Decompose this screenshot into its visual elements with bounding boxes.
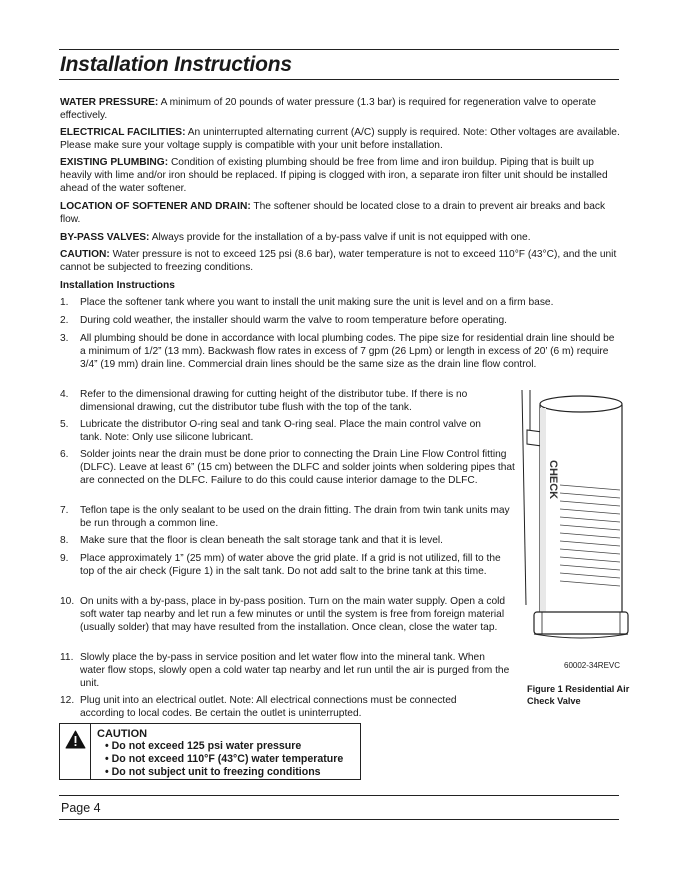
paragraph-text: A minimum of 20 pounds of water pressure (1.3 bar) is required for regeneration valve to operate effectively. (60, 97, 597, 121)
steps-heading: Installation Instructions (60, 280, 175, 291)
step-number: 10. (60, 596, 75, 607)
step-number: 2. (60, 315, 69, 326)
paragraph-caution (60, 249, 622, 275)
step-text: Slowly place the by-pass in service position and let water flow into the mineral tank. When water flow stops, slowly open a cold water tap nearby and let run until the air is purged from the unit. (80, 652, 510, 689)
warning-triangle-icon (65, 730, 86, 749)
step-text: Plug unit into an electrical outlet. Note: All electrical connections must be connected according to local codes. Be certain the outlet is uninterrupted. (80, 695, 457, 719)
paragraph-label: ELECTRICAL FACILITIES: (60, 127, 186, 138)
step-text: Place the softener tank where you want to install the unit making sure the unit is level and on a firm base. (80, 297, 554, 308)
step-text: Solder joints near the drain must be done prior to connecting the Drain Line Flow Control fitting (DLFC). Leave at least 6” (15 cm) between the DLFC and solder joints when soldering pipes that are connected on the DLFC. Failure to do this could cause interior damage to the DLFC. (80, 449, 515, 486)
step-8 (60, 535, 520, 549)
paragraph-electrical (60, 127, 622, 153)
step-text: On units with a by-pass, place in by-pass position. Turn on the main water supply. Open a cold soft water tap nearby and let run a few minutes or until the system is free from foreign material (usually solder) that may have resulted from the installation. Once clean, close the water tap. (80, 596, 506, 633)
step-10 (60, 596, 520, 648)
step-number: 11. (60, 652, 74, 663)
title-rule (59, 79, 619, 80)
step-number: 3. (60, 333, 69, 344)
step-text: Teflon tape is the only sealant to be used on the drain fitting. The drain from twin tank units may be run through a common line. (80, 505, 510, 529)
step-5 (60, 419, 520, 445)
step-6 (60, 449, 520, 501)
paragraph-location (60, 201, 622, 227)
figure-caption: Figure 1 Residential Air Check Valve (527, 684, 630, 706)
step-number: 8. (60, 535, 69, 546)
page-number: Page 4 (61, 801, 101, 815)
page-title: Installation Instructions (60, 53, 292, 76)
paragraph-label: EXISTING PLUMBING: (60, 157, 169, 168)
caution-divider (90, 724, 91, 779)
caution-line: • Do not subject unit to freezing conditions (105, 766, 321, 778)
caution-line: • Do not exceed 125 psi water pressure (105, 740, 302, 752)
caution-box (59, 723, 361, 780)
step-text: Make sure that the floor is clean beneath the salt storage tank and that it is level. (80, 535, 443, 546)
caution-title: CAUTION (97, 728, 148, 740)
air-check-valve-illustration (520, 390, 630, 655)
step-text: All plumbing should be done in accordance with local plumbing codes. The pipe size for residential drain line should be a minimum of 1/2” (13 mm). Backwash flow rates in excess of 7 gpm (26 Lpm) or length in excess of 20’ (6 m) require 3/4” (19 mm) drain line. Commercial drain lines should be the same size as the drain line flow control. (80, 333, 615, 370)
paragraph-label: LOCATION OF SOFTENER AND DRAIN: (60, 201, 251, 212)
footer-bottom-rule (59, 819, 619, 820)
paragraph-text: The softener should be located close to a drain to prevent air breaks and back flow. (60, 201, 606, 225)
caution-line: • Do not exceed 110°F (43°C) water temperature (105, 753, 344, 765)
step-9 (60, 553, 520, 592)
step-number: 1. (60, 297, 69, 308)
step-7 (60, 505, 520, 531)
step-number: 4. (60, 389, 69, 400)
step-2 (60, 315, 622, 329)
paragraph-text: Condition of existing plumbing should be free from lime and iron buildup. Piping that is built up heavily with lime and/or iron should be replaced. If piping is clogged with iron, a separate iron filter unit should be installed ahead of the water softener. (60, 157, 608, 194)
step-number: 6. (60, 449, 69, 460)
paragraph-bypass (60, 232, 622, 245)
step-3 (60, 333, 622, 385)
paragraph-plumbing (60, 157, 622, 195)
step-number: 5. (60, 419, 69, 430)
step-number: 12. (60, 695, 75, 706)
figure-code: 60002-34REVC (564, 661, 621, 670)
device-label: CHECK (547, 460, 559, 500)
paragraph-text: Water pressure is not to exceed 125 psi (8.6 bar), water temperature is not to exceed 110°F (43°C), and the unit cannot be subjected to freezing conditions. (60, 249, 617, 273)
step-4 (60, 389, 520, 415)
step-text: Place approximately 1” (25 mm) of water above the grid plate. If a grid is not utilized, fill to the top of the air check (Figure 1) in the salt tank. Do not add salt to the brine tank at this time. (80, 553, 501, 577)
footer-rule (59, 795, 619, 796)
step-11 (60, 652, 520, 691)
paragraph-label: CAUTION: (60, 249, 110, 260)
paragraph-text: An uninterrupted alternating current (A/C) supply is required. Note: Other voltages are available. Please make sure your voltage supply is compatible with your unit before installation. (60, 127, 620, 151)
paragraph-label: BY-PASS VALVES: (60, 232, 150, 243)
paragraph-label: WATER PRESSURE: (60, 97, 159, 108)
step-text: Refer to the dimensional drawing for cutting height of the distributor tube. If there is no dimensional drawing, cut the distributor tube flush with the top of the tank. (80, 389, 468, 413)
top-rule (59, 49, 619, 50)
step-12 (60, 695, 520, 721)
step-number: 7. (60, 505, 69, 516)
step-1 (60, 297, 622, 311)
step-text: Lubricate the distributor O-ring seal and tank O-ring seal. Place the main control valve on tank. Note: Only use silicone lubricant. (80, 419, 481, 443)
paragraph-text: Always provide for the installation of a by-pass valve if unit is not equipped with one. (149, 232, 531, 243)
step-text: During cold weather, the installer should warm the valve to room temperature before operating. (80, 315, 507, 326)
step-number: 9. (60, 553, 69, 564)
paragraph-water-pressure (60, 97, 622, 123)
